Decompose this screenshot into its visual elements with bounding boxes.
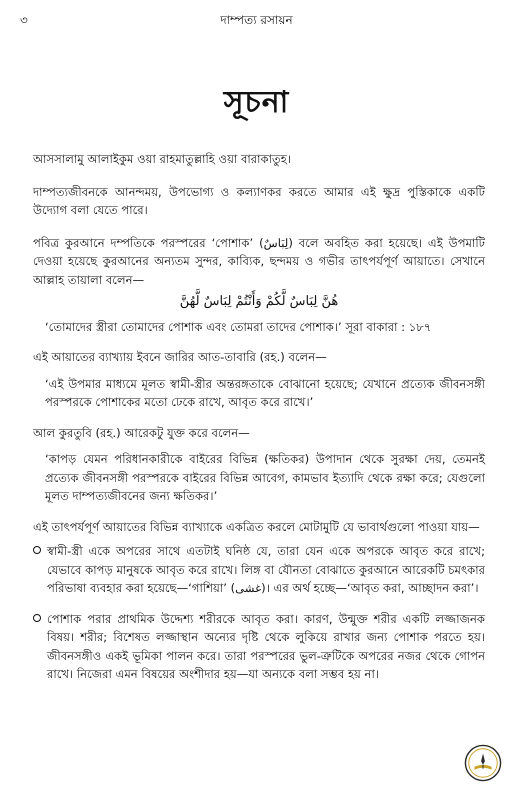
meaning-list (33, 542, 485, 684)
publisher-logo-icon (464, 744, 502, 782)
ibn-jarir-intro: এই আয়াতের ব্যাখ্যায় ইবনে জারির আত-তাবারি (রহ.) বলেন— (33, 350, 327, 364)
page-header (16, 12, 497, 34)
inline-arabic-libas: لِبَاسٌ (263, 235, 289, 250)
list-item (33, 610, 485, 684)
greeting-paragraph: আসসালামু আলাইকুম ওয়া রাহমাতুল্লাহি ওয়া বারাকাতুহ। (33, 152, 291, 166)
quran-intro-text-a: পবিত্র কুরআনে দম্পতিকে পরস্পরের ‘পোশাক’ ( (33, 235, 264, 250)
qurtubi-intro: আল কুরতুবি (রহ.) আরেকটু যুক্ত করে বলেন— (33, 425, 250, 440)
point-1-text-b: )। এর অর্থ হচ্ছে—‘আবৃত করা, আচ্ছাদন করা’। (261, 581, 479, 595)
circle-bullet-icon (33, 546, 41, 554)
page-number: ৩ (20, 13, 28, 27)
chapter-body (33, 150, 485, 696)
inline-arabic-ghasha: غشى (235, 581, 262, 595)
ibn-jarir-quote: ‘এই উপমার মাধ্যমে মূলত স্বামী-স্ত্রীর অন্তরঙ্গতাকে বোঝানো হয়েছে; যেখানে প্রত্যেক জীবনসঙ্গী পরস্পরকে পোশাকের মতো ঢেকে রাখে, আবৃত করে রাখে।’ (45, 376, 485, 409)
quran-intro-text-b: ) বলে অবহিত করা হয়েছে। এই উপমাটি দেওয়া হয়েছে কুরআনের অন্যতম সুন্দর, কাব্যিক, ছন্দময় ও গভীর তাৎপর্যপূর্ণ আয়াতে। সেখানে আল্লাহ তায়ালা বলেন— (33, 235, 485, 287)
point-2-text: পোশাক পরার প্রাথমিক উদ্দেশ্য শরীরকে আবৃত করা। কারণ, উন্মুক্ত শরীর একটি লজ্জাজনক বিষয়। শরীর; বিশেষত লজ্জাস্থান অন্যের দৃষ্টি থেকে লুকিয়ে রাখার জন্য পোশাক পরতে হয়। জীবনসঙ্গীও একই ভূমিকা পালন করে। তারা পরস্পরের ভুল-ত্রুটিকে অপরের নজর থেকে গোপন রাখে। নিজেরা এমন বিষয়ের অংশীদার হয়—যা অন্যকে বলা সম্ভব হয় না। (47, 611, 485, 681)
intro-paragraph: দাম্পত্যজীবনকে আনন্দময়, উপভোগ্য ও কল্যাণকর করতে আমার এই ক্ষুদ্র পুস্তিকাকে একটি উদ্যোগ বলা যেতে পারে। (33, 184, 485, 217)
list-item (33, 542, 485, 598)
running-title: দাম্পত্য রসায়ন (220, 13, 293, 27)
circle-bullet-icon (33, 614, 41, 622)
quran-ayah: هُنَّ لِبَاسٌ لَّكُمْ وَأَنْتُمْ لِبَاسٌ لَّهُنَّ (179, 294, 339, 309)
summary-intro: এই তাৎপর্যপূর্ণ আয়াতের বিভিন্ন ব্যাখ্যাকে একত্রিত করলে মোটামুটি যে ভাবার্থগুলো পাওয়া যায়— (33, 519, 480, 534)
quran-intro-paragraph (33, 234, 485, 290)
chapter-title: সূচনা (223, 85, 290, 120)
ayah-translation: ‘তোমাদের স্ত্রীরা তোমাদের পোশাক এবং তোমরা তাদের পোশাক।’ সূরা বাকারা : ১৮৭ (45, 319, 432, 334)
qurtubi-quote: ‘কাপড় যেমন পরিধানকারীকে বাইরের বিভিন্ন (ক্ষতিকর) উপাদান থেকে সুরক্ষা দেয়, তেমনই প্রত্যেক জীবনসঙ্গী পরস্পরকে বাইরের বিভিন্ন আবেগ, কামভাব ইত্যাদি থেকে রক্ষা করে; যেগুলো মূলত দাম্পত্যজীবনের জন্য ক্ষতিকর।’ (45, 452, 485, 503)
point-1-text-a: স্বামী-স্ত্রী একে অপরের সাথে এতটাই ঘনিষ্ঠ যে, তারা যেন একে অপরকে আবৃত করে রাখে; যেভাবে কাপড় মানুষকে আবৃত করে রাখে। লিঙ্গ বা যৌনতা বোঝাতে কুরআনে আরেকটি চমৎকার পরিভাষা ব্যবহার করা হয়েছে—‘গাশিয়া’ ( (47, 544, 485, 595)
